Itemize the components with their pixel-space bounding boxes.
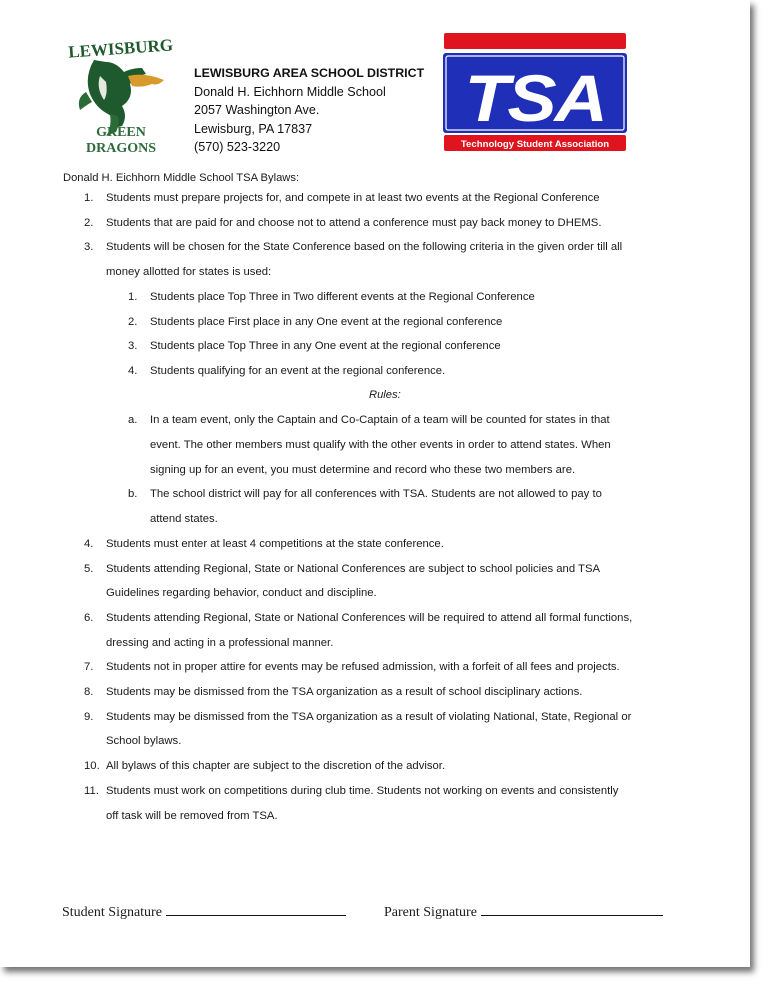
criteria-item-number: 2. — [128, 315, 138, 328]
rules-heading: Rules: — [369, 389, 401, 401]
bylaw-item-number: 1. — [84, 192, 94, 204]
bylaws-title: Donald H. Eichhorn Middle School TSA Bylaws: — [63, 172, 300, 184]
green-dragons-logo — [66, 32, 176, 154]
bylaw-item-text: dressing and acting in a professional manner. — [106, 636, 334, 649]
bylaw-item-number: 3. — [84, 241, 94, 254]
bylaw-item-number: 9. — [84, 710, 94, 723]
bylaw-item-number: 11. — [84, 784, 99, 797]
parent-signature-label: Parent Signature — [384, 905, 477, 920]
city-state-zip: Lewisburg, PA 17837 — [194, 121, 313, 136]
bylaw-item-text: All bylaws of this chapter are subject to the discretion of the advisor. — [106, 760, 446, 773]
bylaw-item-text: Students must prepare projects for, and compete in at least two events at the Regional Conference — [106, 192, 600, 204]
phone-number: (570) 523-3220 — [194, 140, 281, 155]
bylaw-item-text: Students attending Regional, State or National Conferences will be required to attend all formal functions, — [106, 611, 633, 624]
rule-item-text: attend states. — [150, 513, 218, 526]
criteria-item-text: Students place Top Three in Two different events at the Regional Conference — [150, 290, 535, 303]
bylaw-item-text: Guidelines regarding behavior, conduct and discipline. — [106, 587, 377, 600]
bylaw-item-text: Students not in proper attire for events may be refused admission, with a forfeit of all fees and projects. — [106, 661, 620, 674]
parent-signature-field[interactable] — [384, 903, 663, 921]
bylaw-item-text: Students may be dismissed from the TSA organization as a result of violating National, State, Regional or — [106, 710, 632, 723]
tsa-mark: TSA — [464, 61, 606, 136]
student-signature-label: Student Signature — [62, 905, 162, 920]
rule-item-text: event. The other members must qualify with the other events in order to attend states. When — [150, 439, 611, 451]
criteria-item-number: 3. — [128, 340, 138, 353]
bylaw-item-text: Students must enter at least 4 competitions at the state conference. — [106, 537, 444, 550]
student-signature-field[interactable] — [62, 903, 346, 921]
school-address-block — [194, 64, 424, 157]
bylaw-item-number: 2. — [84, 216, 94, 229]
bylaw-item-number: 7. — [84, 661, 94, 674]
criteria-item-text: Students place First place in any One event at the regional conference — [150, 315, 503, 328]
rule-item-number: b. — [128, 488, 138, 501]
rule-item-text: signing up for an event, you must determine and record who these two members are. — [150, 463, 576, 476]
bylaw-item-number: 5. — [84, 562, 94, 575]
bylaw-item-number: 10. — [84, 760, 100, 773]
bylaw-item-text: Students will be chosen for the State Conference based on the following criteria in the given order till all — [106, 241, 623, 254]
bylaw-item-number: 6. — [84, 611, 94, 624]
school-name: Donald H. Eichhorn Middle School — [194, 84, 386, 99]
district-name: LEWISBURG AREA SCHOOL DISTRICT — [194, 66, 425, 80]
student-signature-line[interactable] — [166, 903, 346, 916]
logo-line1: GREEN — [96, 125, 146, 140]
tsa-banner-text: Technology Student Association — [460, 139, 610, 150]
criteria-item-text: Students place Top Three in any One event at the regional conference — [150, 340, 501, 353]
bylaw-item-number: 8. — [84, 686, 94, 698]
bylaw-item-text: School bylaws. — [106, 735, 182, 748]
street-address: 2057 Washington Ave. — [194, 103, 320, 118]
rule-item-number: a. — [128, 414, 138, 427]
criteria-item-number: 1. — [128, 290, 138, 303]
tsa-logo — [441, 31, 629, 152]
bylaw-item-number: 4. — [84, 537, 94, 550]
criteria-item-text: Students qualifying for an event at the regional conference. — [150, 364, 446, 377]
bylaw-item-text: Students attending Regional, State or National Conferences are subject to school policies and TSA — [106, 562, 601, 575]
rule-item-text: In a team event, only the Captain and Co-Captain of a team will be counted for states in that — [150, 414, 610, 427]
parent-signature-line[interactable] — [481, 903, 663, 916]
criteria-item-number: 4. — [128, 364, 138, 377]
bylaw-item-text: Students that are paid for and choose not to attend a conference must pay back money to DHEMS. — [106, 216, 602, 229]
logo-top-text: LEWISBURG — [67, 35, 174, 62]
bylaw-item-text: money allotted for states is used: — [106, 266, 272, 279]
bylaw-item-text: Students may be dismissed from the TSA organization as a result of school disciplinary actions. — [106, 686, 583, 698]
bylaw-item-text: Students must work on competitions during club time. Students not working on events and consistently — [106, 784, 619, 797]
bylaw-item-text: off task will be removed from TSA. — [106, 809, 278, 822]
logo-line2: DRAGONS — [85, 141, 157, 154]
rule-item-text: The school district will pay for all conferences with TSA. Students are not allowed to pay to — [150, 488, 602, 501]
